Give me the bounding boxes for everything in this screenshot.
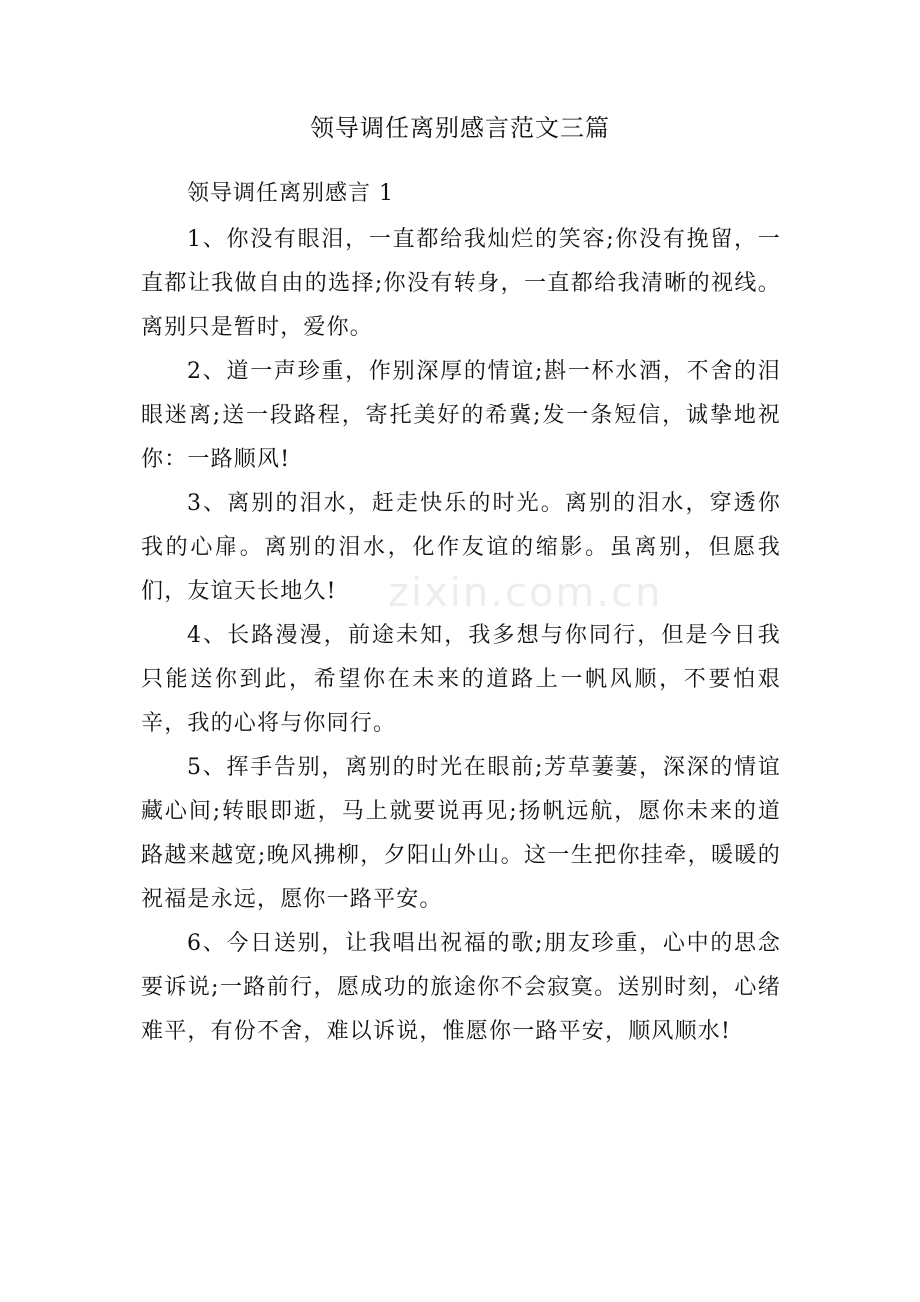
paragraph-4: 4、长路漫漫，前途未知，我多想与你同行，但是今日我只能送你到此，希望你在未来的道路上一帆风顺，不要怕艰辛，我的心将与你同行。 <box>141 623 781 736</box>
paragraph-1: 1、你没有眼泪，一直都给我灿烂的笑容;你没有挽留，一直都让我做自由的选择;你没有转身，一直都给我清晰的视线。离别只是暂时，爱你。 <box>141 227 781 340</box>
document-body <box>141 218 781 1054</box>
paragraph-2: 2、道一声珍重，作别深厚的情谊;斟一杯水酒，不舍的泪眼迷离;送一段路程，寄托美好的希冀;发一条短信，诚挚地祝你：一路顺风! <box>141 359 781 472</box>
paragraph-3: 3、离别的泪水，赶走快乐的时光。离别的泪水，穿透你我的心扉。离别的泪水，化作友谊的缩影。虽离别，但愿我们，友谊天长地久! <box>141 491 781 604</box>
watermark: zixin.com.cn <box>388 570 663 616</box>
paragraph-6: 6、今日送别，让我唱出祝福的歌;朋友珍重，心中的思念要诉说;一路前行，愿成功的旅途你不会寂寞。送别时刻，心绪难平，有份不舍，难以诉说，惟愿你一路平安，顺风顺水! <box>141 931 781 1044</box>
paragraph-5: 5、挥手告别，离别的时光在眼前;芳草萋萋，深深的情谊藏心间;转眼即逝，马上就要说再见;扬帆远航，愿你未来的道路越来越宽;晚风拂柳，夕阳山外山。这一生把你挂牵，暖暖的祝福是永远，愿你一路平安。 <box>141 755 781 912</box>
document-title: 领导调任离别感言范文三篇 <box>310 114 610 142</box>
section-heading: 领导调任离别感言 1 <box>187 181 394 206</box>
